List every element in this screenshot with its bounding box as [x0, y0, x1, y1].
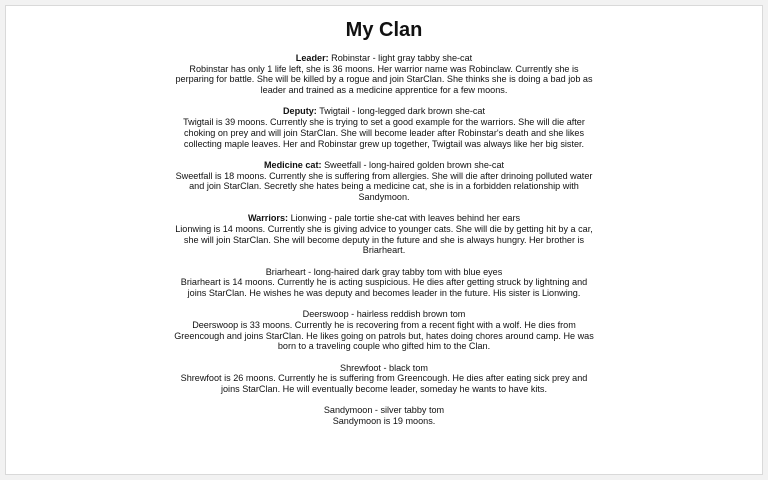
- document-page: [5, 5, 763, 475]
- cat-description: Sweetfall is 18 moons. Currently she is suffering from allergies. She will die after drinoing polluted water and join StarClan. Secretly she hates being a medicine cat, she is in a forbidden relationship with Sandymoon.: [175, 170, 593, 202]
- entry-warrior-deerswoop: [174, 309, 594, 352]
- cat-description: Twigtail is 39 moons. Currently she is trying to set a good example for the warriors. She will die after choking on prey and will join StarClan. She will become leader after Robinstar's death and she likes collecting maple leaves. Her and Robinstar grew up together, Twigtail was always like her big sister.: [183, 117, 585, 149]
- cat-description: Sandymoon is 19 moons.: [332, 416, 436, 427]
- entry-heading: [174, 160, 594, 171]
- entry-warrior-sandymoon: [174, 405, 594, 426]
- cat-name-line: Briarheart - long-haired dark gray tabby tom with blue eyes: [265, 266, 503, 277]
- entry-warrior-briarheart: [174, 267, 594, 299]
- cat-name-line: Twigtail - long-legged dark brown she-cat: [319, 106, 486, 117]
- cat-name-line: Sandymoon - silver tabby tom: [323, 405, 445, 416]
- cat-name-line: Robinstar - light gray tabby she-cat: [331, 53, 473, 63]
- cat-name-line: Shrewfoot - black tom: [340, 362, 428, 373]
- entry-medicine-cat: [174, 160, 594, 203]
- entry-deputy: [174, 106, 594, 149]
- entry-heading: [174, 213, 594, 224]
- role-label: Deputy:: [282, 106, 317, 117]
- cat-name-line: Lionwing - pale tortie she-cat with leaves behind her ears: [290, 213, 521, 224]
- cat-description: Deerswoop is 33 moons. Currently he is recovering from a recent fight with a wolf. He dies from Greencough and joins StarClan. He likes going on patrols but, hates doing chores around camp. He was born to a traveling couple who gifted him to the Clan.: [174, 320, 594, 352]
- cat-name-line: Sweetfall - long-haired golden brown she-cat: [324, 159, 505, 170]
- role-label: Warriors:: [247, 213, 289, 224]
- entry-leader: [174, 53, 594, 96]
- role-label: Medicine cat:: [263, 159, 322, 170]
- cat-description: Lionwing is 14 moons. Currently she is giving advice to younger cats. She will die by getting hit by a car, she will join StarClan. She will become deputy in the future and she is always hungry. Her brother is Briarheart.: [175, 223, 593, 256]
- cat-description: Shrewfoot is 26 moons. Currently he is suffering from Greencough. He dies after eating sick prey and joins StarClan. He will eventually become leader, someday he wants to have kits.: [180, 373, 588, 395]
- entry-warrior-lionwing: [174, 213, 594, 256]
- cat-description: Briarheart is 14 moons. Currently he is acting suspicious. He dies after getting struck by lightning and joins StarClan. He wishes he was deputy and becomes leader in the future. His sister is Lionwing.: [180, 277, 588, 299]
- entry-heading: [174, 106, 594, 117]
- page-title: My Clan: [345, 19, 423, 41]
- cat-name-line: Deerswoop - hairless reddish brown tom: [302, 309, 466, 320]
- role-label: Leader:: [295, 53, 329, 63]
- entry-heading: [174, 53, 594, 64]
- entry-warrior-shrewfoot: [174, 363, 594, 395]
- clan-list: [174, 53, 594, 427]
- cat-description: Robinstar has only 1 life left, she is 36 moons. Her warrior name was Robinclaw. Currently she is perparing for battle. She will be killed by a rogue and join StarClan. She thinks she is doing a bad job as leader and trained as a medicine apprentice for a few moons.: [175, 63, 593, 96]
